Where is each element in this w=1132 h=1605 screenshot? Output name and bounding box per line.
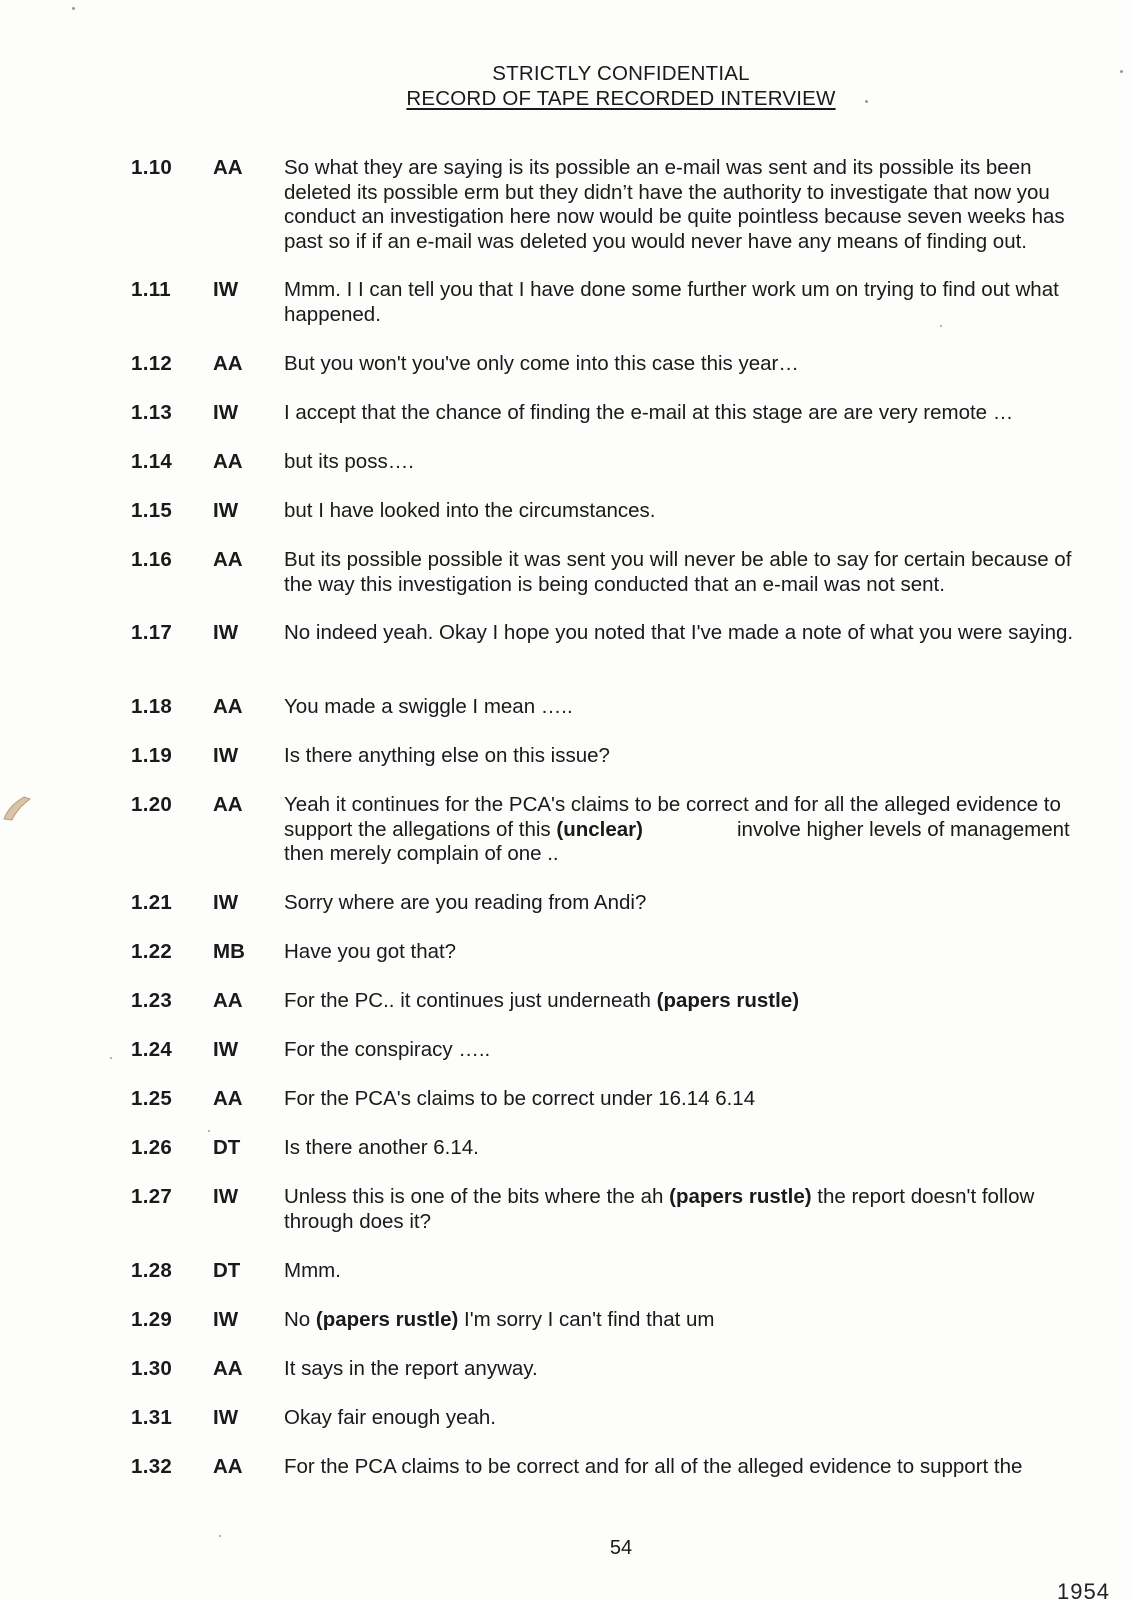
entry-text	[284, 1308, 1096, 1333]
header-confidential: STRICTLY CONFIDENTIAL	[492, 62, 750, 85]
entry-text: It says in the report anyway.	[284, 1357, 538, 1380]
entry-number: 1.21	[131, 891, 173, 914]
entry-number: 1.22	[131, 940, 173, 963]
entry-number: 1.17	[131, 621, 173, 644]
entry-number: 1.30	[131, 1357, 173, 1380]
entry-text	[284, 793, 1096, 867]
entry-text: I accept that the chance of finding the e-mail at this stage are are very remote …	[284, 401, 1014, 424]
entry-text	[284, 1185, 1096, 1234]
entry-text: Is there another 6.14.	[284, 1136, 479, 1159]
entry-number: 1.26	[131, 1136, 173, 1159]
entry-speaker: IW	[213, 499, 239, 522]
entry-number: 1.24	[131, 1038, 173, 1061]
entry-text-part: Yeah it continues for the PCA's claims to be correct and for all the alleged evidence to support the allegations of this	[284, 793, 1061, 841]
entry-speaker: AA	[213, 793, 243, 816]
scan-speck	[72, 7, 75, 10]
entry-number: 1.20	[131, 793, 173, 816]
entry-text: But its possible possible it was sent you will never be able to say for certain because of the way this investigation is being conducted that an e-mail was not sent.	[284, 548, 1072, 596]
entry-speaker: IW	[213, 278, 239, 301]
entry-number: 1.27	[131, 1185, 173, 1208]
entry-text: but I have looked into the circumstances.	[284, 499, 656, 522]
entry-text-part: I'm sorry I can't find that um	[458, 1308, 715, 1331]
entry-text-part: No	[284, 1308, 316, 1331]
entry-number: 1.10	[131, 156, 173, 179]
entry-number: 1.11	[131, 278, 171, 301]
entry-text-part: the report doesn't follow through does it?	[284, 1185, 1035, 1233]
entry-number: 1.32	[131, 1455, 173, 1478]
entry-annotation-bold: (unclear)	[556, 817, 643, 841]
entry-text: Mmm.	[284, 1259, 341, 1282]
entry-number: 1.29	[131, 1308, 173, 1331]
entry-text: For the PCA's claims to be correct under 16.14 6.14	[284, 1087, 756, 1110]
entry-speaker: AA	[213, 695, 243, 718]
entry-text: Have you got that?	[284, 940, 457, 963]
entry-number: 1.13	[131, 401, 173, 424]
entry-text: But you won't you've only come into this case this year…	[284, 352, 799, 375]
entry-annotation-bold: (papers rustle)	[656, 989, 800, 1012]
header-record-title: RECORD OF TAPE RECORDED INTERVIEW	[406, 87, 836, 110]
entry-text: Mmm. I I can tell you that I have done some further work um on trying to find out what happened.	[284, 278, 1059, 326]
entry-speaker: AA	[213, 1357, 243, 1380]
entry-speaker: IW	[213, 1038, 239, 1061]
entry-speaker: IW	[213, 1406, 239, 1429]
entry-text: For the PCA claims to be correct and for all of the alleged evidence to support the	[284, 1455, 1023, 1478]
entry-text: So what they are saying is its possible an e-mail was sent and its possible its been deleted its possible erm but they didn’t have the authority to investigate that now you conduct an investigation here now would be quite pointless because seven weeks has past so if if an e-mail was deleted you would never have any means of finding out.	[284, 156, 1065, 253]
entry-speaker: DT	[213, 1259, 241, 1282]
entry-text-part: involve higher levels of management then merely complain of one ..	[284, 817, 1070, 866]
document-stamp-number: 1954	[1057, 1579, 1110, 1604]
entry-speaker: IW	[213, 1185, 239, 1208]
entry-text-part: For the PC.. it continues just underneath	[284, 989, 657, 1012]
entry-speaker: IW	[213, 744, 239, 767]
entry-speaker: IW	[213, 891, 239, 914]
entry-number: 1.15	[131, 499, 173, 522]
entry-speaker: MB	[213, 940, 245, 963]
entry-speaker: AA	[213, 1087, 243, 1110]
entry-number: 1.12	[131, 352, 173, 375]
entry-speaker: IW	[213, 401, 239, 424]
entry-annotation-bold: (papers rustle)	[669, 1185, 812, 1208]
entry-speaker: IW	[213, 1308, 239, 1331]
entry-number: 1.16	[131, 548, 173, 571]
entry-speaker: AA	[213, 352, 243, 375]
entry-text-part: Unless this is one of the bits where the ah	[284, 1185, 670, 1208]
page-number: 54	[609, 1537, 633, 1559]
entry-text: You made a swiggle I mean …..	[284, 695, 573, 718]
entry-text: For the conspiracy …..	[284, 1038, 491, 1061]
entry-speaker: AA	[213, 989, 243, 1012]
scan-speck	[110, 1057, 112, 1059]
entry-number: 1.23	[131, 989, 173, 1012]
entry-speaker: AA	[213, 1455, 243, 1478]
entry-number: 1.25	[131, 1087, 173, 1110]
entry-text: No indeed yeah. Okay I hope you noted that I've made a note of what you were saying.	[284, 621, 1074, 644]
entry-text: Is there anything else on this issue?	[284, 744, 610, 767]
entry-text	[284, 989, 1096, 1014]
entry-text: Sorry where are you reading from Andi?	[284, 891, 647, 914]
entry-speaker: IW	[213, 621, 239, 644]
document-header	[0, 61, 1132, 111]
entry-number: 1.19	[131, 744, 173, 767]
scan-speck	[208, 1130, 210, 1132]
entry-number: 1.28	[131, 1259, 173, 1282]
entry-speaker: AA	[213, 450, 243, 473]
scan-tear-mark	[2, 795, 32, 821]
entry-number: 1.14	[131, 450, 173, 473]
entry-annotation-bold: (papers rustle)	[315, 1308, 459, 1331]
entry-speaker: AA	[213, 156, 243, 179]
entry-text: but its poss….	[284, 450, 414, 473]
entry-speaker: AA	[213, 548, 243, 571]
entry-number: 1.31	[131, 1406, 173, 1429]
entry-text: Okay fair enough yeah.	[284, 1406, 496, 1429]
entry-number: 1.18	[131, 695, 173, 718]
entry-speaker: DT	[213, 1136, 241, 1159]
